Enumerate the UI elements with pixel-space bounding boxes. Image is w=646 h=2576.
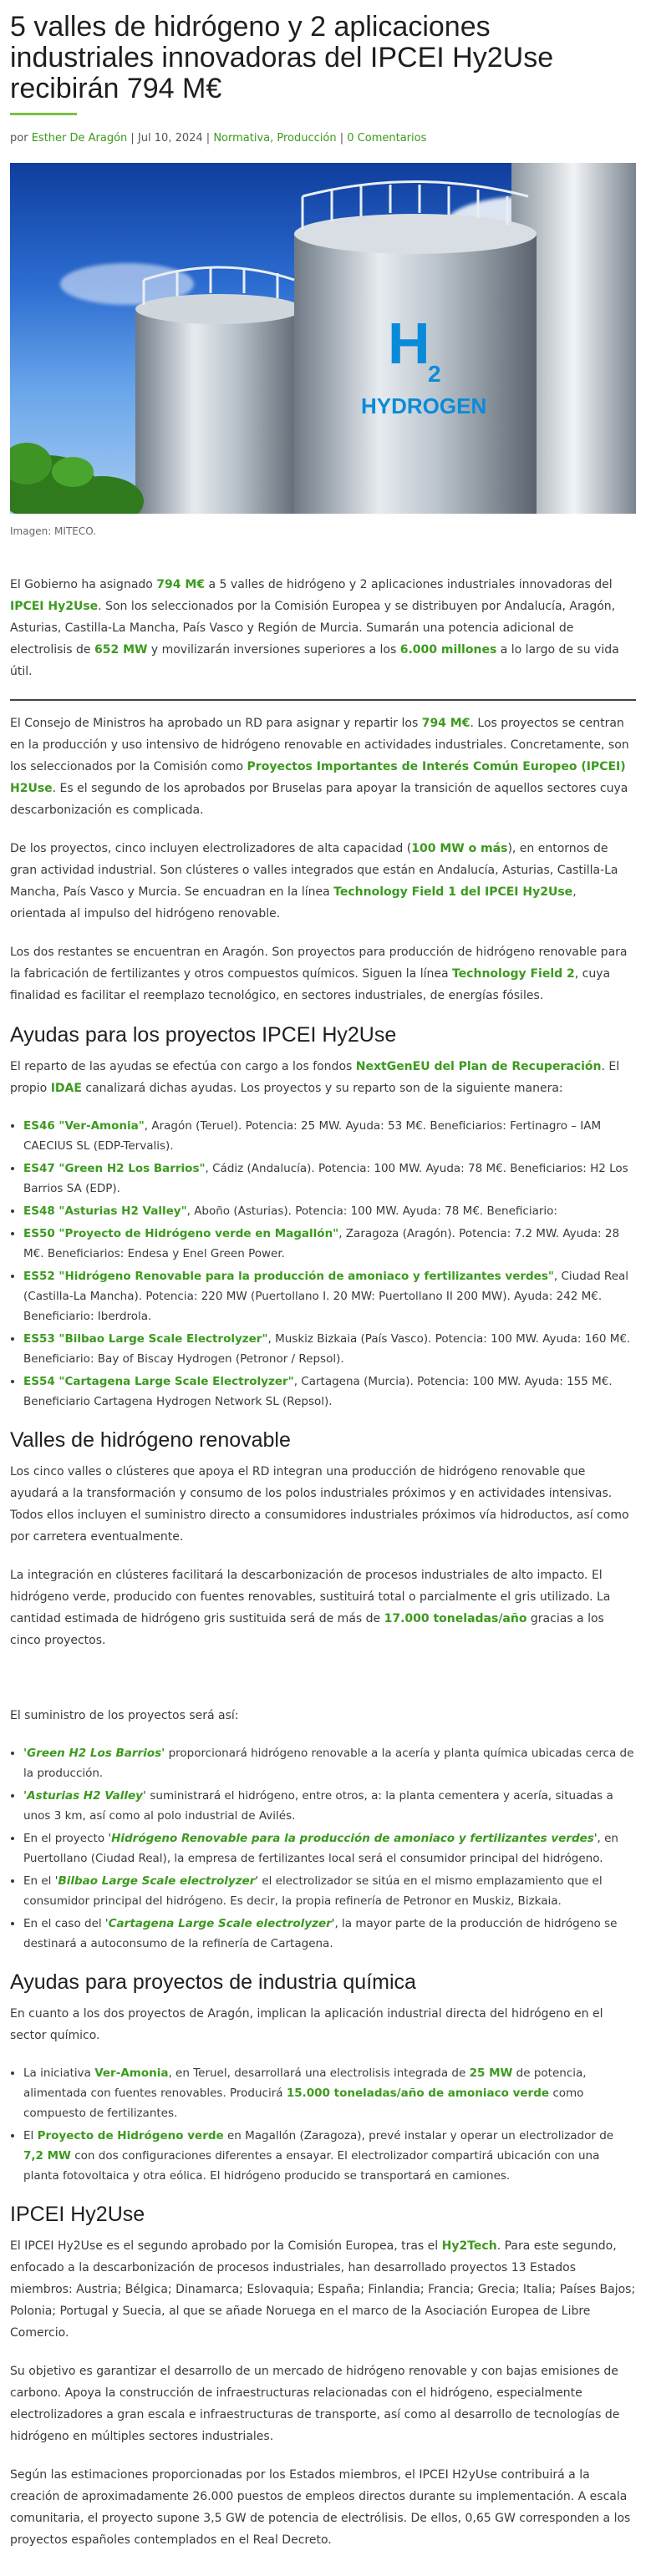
category-links[interactable]: Normativa, Producción — [213, 132, 337, 145]
meta-separator: | — [127, 132, 138, 145]
page-title: 5 valles de hidrógeno y 2 aplicaciones industriales innovadoras del IPCEI Hy2Use recibirán 794 M€ — [10, 11, 554, 104]
list-item: • 'Asturias H2 Valley' suministrará el hidrógeno, entre otros, a: la planta cementera y acería, situadas a unos 3 km, así como al polo industrial de Avilés. — [23, 1786, 636, 1826]
paragraph: De los proyectos, cinco incluyen electrolizadores de alta capacidad (100 MW o más), en entornos de gran actividad industrial. Son clústeres o valles integrados que están en Andalucía, Asturias, Castilla-La Mancha, País Vasco y Murcia. Se encuadran en la línea Technology Field 1 del IPCEI Hy2Use, orientada al impulso del hidrógeno renovable. — [10, 842, 618, 920]
paragraph: Según las estimaciones proporcionadas por los Estados miembros, el IPCEI H2yUse contribuirá a la creación de aproximadamente 26.000 puestos de empleos directos durante su implementación. A escala comunitaria, el proyecto supone 3,5 GW de potencia de electrólisis. De ellos, 0,65 GW corresponden a los proyectos españoles contemplados en el Real Decreto. — [10, 2468, 631, 2547]
ipcei-h2use-link[interactable]: Proyectos Importantes de Interés Común Europeo (IPCEI) H2Use — [10, 760, 626, 795]
paragraph: Los dos restantes se encuentran en Aragón. Son proyectos para producción de hidrógeno renovable para la fabricación de fertilizantes y otros compuestos químicos. Siguen la línea Technology Field 2, cuya finalidad es facilitar el reemplazo tecnológico, en sectores industriales, de energías fósiles. — [10, 946, 628, 1002]
list-item: • ES46 "Ver-Amonia", Aragón (Teruel). Potencia: 25 MW. Ayuda: 53 M€. Beneficiarios: Fertinagro – IAM CAECIUS SL (EDP-Tervalis). — [23, 1116, 636, 1156]
meta-separator: | — [336, 132, 348, 145]
projects-list — [10, 1116, 636, 1412]
list-item: • ES54 "Cartagena Large Scale Electrolyzer", Cartagena (Murcia). Potencia: 100 MW. Ayuda: 155 M€. Beneficiario Cartagena Hydrogen Network SL (Repsol). — [23, 1372, 636, 1412]
list-item: • ES47 "Green H2 Los Barrios", Cádiz (Andalucía). Potencia: 100 MW. Ayuda: 78 M€. Beneficiarios: H2 Los Barrios SA (EDP). — [23, 1159, 636, 1199]
section-heading: Valles de hidrógeno renovable — [10, 1428, 291, 1452]
list-item: • ES50 "Proyecto de Hidrógeno verde en Magallón", Zaragoza (Aragón). Potencia: 7.2 MW. Ayuda: 28 M€. Beneficiarios: Endesa y Enel Green Power. — [23, 1224, 636, 1264]
list-item: • El Proyecto de Hidrógeno verde en Magallón (Zaragoza), prevé instalar y operar un electrolizador de 7,2 MW con dos configuraciones diferentes a ensayar. El electrolizador compartirá ubicación con una planta fotovoltaica y otra eólica. El hidrógeno producido se transportará en camiones. — [23, 2126, 636, 2186]
technology-field-2-link[interactable]: Technology Field 2 — [452, 967, 575, 981]
intro-paragraph: El Gobierno ha asignado 794 M€ a 5 valles de hidrógeno y 2 aplicaciones industriales innovadoras del IPCEI Hy2Use. Son los seleccionados por la Comisión Europea y se distribuyen por Andalucía, Aragón, Asturias, Castilla-La Mancha, País Vasco y Región de Murcia. Sumarán una potencia adicional de electrolisis de 652 MW y movilizarán inversiones superiores a los 6.000 millones a lo largo de su vida útil. — [10, 578, 619, 678]
list-item: • 'Green H2 Los Barrios' proporcionará hidrógeno renovable a la acería y planta química ubicadas cerca de la producción. — [23, 1743, 636, 1783]
paragraph: La integración en clústeres facilitará la descarbonización de procesos industriales de alto impacto. El hidrógeno verde, producido con fuentes renovables, sustituirá total o parcialmente el gris utilizado. La cantidad estimada de hidrógeno gris sustituida será de más de 17.000 toneladas/año gracias a los cinco proyectos. — [10, 1569, 611, 1647]
paragraph: En cuanto a los dos proyectos de Aragón, implican la aplicación industrial directa del hidrógeno en el sector químico. — [10, 2007, 603, 2042]
hero-image — [10, 163, 636, 514]
meta-by: por — [10, 132, 28, 145]
comments-link[interactable]: 0 Comentarios — [347, 132, 427, 145]
author-link[interactable]: Esther De Aragón — [31, 132, 128, 145]
section-heading: Ayudas para proyectos de industria química — [10, 1970, 416, 1994]
hydrogen-tanks-illustration — [10, 163, 636, 514]
h2-logo-letter: H — [388, 311, 430, 376]
section-heading: IPCEI Hy2Use — [10, 2203, 145, 2226]
meta-separator: | — [202, 132, 214, 145]
list-item: • La iniciativa Ver-Amonia, en Teruel, desarrollará una electrolisis integrada de 25 MW de potencia, alimentada con fuentes renovables. Producirá 15.000 toneladas/año de amoniaco verde como compuesto de fertilizantes. — [23, 2063, 636, 2123]
idae-link[interactable]: IDAE — [50, 1082, 82, 1095]
chemical-projects-list — [10, 2063, 636, 2186]
hy2tech-link[interactable]: Hy2Tech — [441, 2239, 497, 2253]
supply-list — [10, 1743, 636, 1954]
list-item: • ES53 "Bilbao Large Scale Electrolyzer", Muskiz Bizkaia (País Vasco). Potencia: 100 MW. Ayuda: 160 M€. Beneficiario: Bay of Biscay Hydrogen (Petronor / Repsol). — [23, 1329, 636, 1369]
post-date: Jul 10, 2024 — [137, 132, 203, 145]
image-caption: Imagen: MITECO. — [10, 525, 97, 537]
list-item: • ES48 "Asturias H2 Valley", Aboño (Asturias). Potencia: 100 MW. Ayuda: 78 M€. Beneficiario: — [23, 1201, 636, 1221]
list-item: • En el proyecto 'Hidrógeno Renovable para la producción de amoniaco y fertilizantes verdes', en Puertollano (Ciudad Real), la empresa de fertilizantes local será el consumidor principal del hidrógeno. — [23, 1828, 636, 1869]
paragraph: Su objetivo es garantizar el desarrollo de un mercado de hidrógeno renovable y con bajas emisiones de carbono. Apoya la construcción de infraestructuras relacionadas con el hidrógeno, especialmente electrolizadores a gran escala e infraestructuras de transporte, así como al desarrollo de tecnologías de hidrógeno en múltiples sectores industriales. — [10, 2365, 620, 2443]
paragraph: El suministro de los proyectos será así: — [10, 1709, 239, 1722]
section-divider — [10, 699, 636, 701]
list-item: • En el caso del 'Cartagena Large Scale electrolyzer', la mayor parte de la producción de hidrógeno se destinará a autoconsumo de la refinería de Cartagena. — [23, 1914, 636, 1954]
hydrogen-logo-word: HYDROGEN — [361, 393, 487, 418]
technology-field-1-link[interactable]: Technology Field 1 del IPCEI Hy2Use — [333, 885, 573, 899]
title-underline — [10, 113, 77, 115]
h2-logo-subscript: 2 — [428, 361, 441, 387]
list-item: • ES52 "Hidrógeno Renovable para la producción de amoniaco y fertilizantes verdes", Ciudad Real (Castilla-La Mancha). Potencia: 220 MW (Puertollano I. 20 MW: Puertollano II 200 MW). Ayuda: 242 M€. Beneficiario: Iberdrola. — [23, 1266, 636, 1326]
list-item: • En el 'Bilbao Large Scale electrolyzer' el electrolizador se sitúa en el mismo emplazamiento que el consumidor principal del hidrógeno. Es decir, la propia refinería de Petronor en Muskiz, Bizkaia. — [23, 1871, 636, 1911]
nextgeneu-link[interactable]: NextGenEU del Plan de Recuperación — [355, 1060, 602, 1073]
section-heading: Ayudas para los proyectos IPCEI Hy2Use — [10, 1023, 397, 1047]
ipcei-link[interactable]: IPCEI Hy2Use — [10, 600, 99, 613]
paragraph: El IPCEI Hy2Use es el segundo aprobado por la Comisión Europea, tras el Hy2Tech. Para este segundo, enfocado a la descarbonización de procesos industriales, han desarrollado proyectos 13 Estados miembros: Austria; Bélgica; Dinamarca; Eslovaquia; España; Finlandia; Francia; Grecia; Italia; Países Bajos; Polonia; Portugal y Suecia, al que se añade Noruega en el marco de la Asociación Europea de Libre Comercio. — [10, 2239, 636, 2340]
post-meta — [10, 132, 636, 145]
blank-spacer — [10, 1668, 636, 1705]
paragraph: El Consejo de Ministros ha aprobado un RD para asignar y repartir los 794 M€. Los proyectos se centran en la producción y uso intensivo de hidrógeno renovable en actividades industriales. Concretamente, son los seleccionados por la Comisión como Proyectos Importantes de Interés Común Europeo (IPCEI) H2Use. Es el segundo de los aprobados por Bruselas para apoyar la transición de aquellos sectores cuya descarbonización es complicada. — [10, 717, 629, 817]
paragraph: El reparto de las ayudas se efectúa con cargo a los fondos NextGenEU del Plan de Recuperación. El propio IDAE canalizará dichas ayudas. Los proyectos y su reparto son de la siguiente manera: — [10, 1060, 620, 1095]
paragraph: Los cinco valles o clústeres que apoya el RD integran una producción de hidrógeno renovable que ayudará a la transformación y consumo de los polos industriales próximos y en actividades intensivas. Todos ellos incluyen el suministro directo a consumidores industriales próximos vía hidroductos, así como por carretera eventualmente. — [10, 1465, 629, 1544]
